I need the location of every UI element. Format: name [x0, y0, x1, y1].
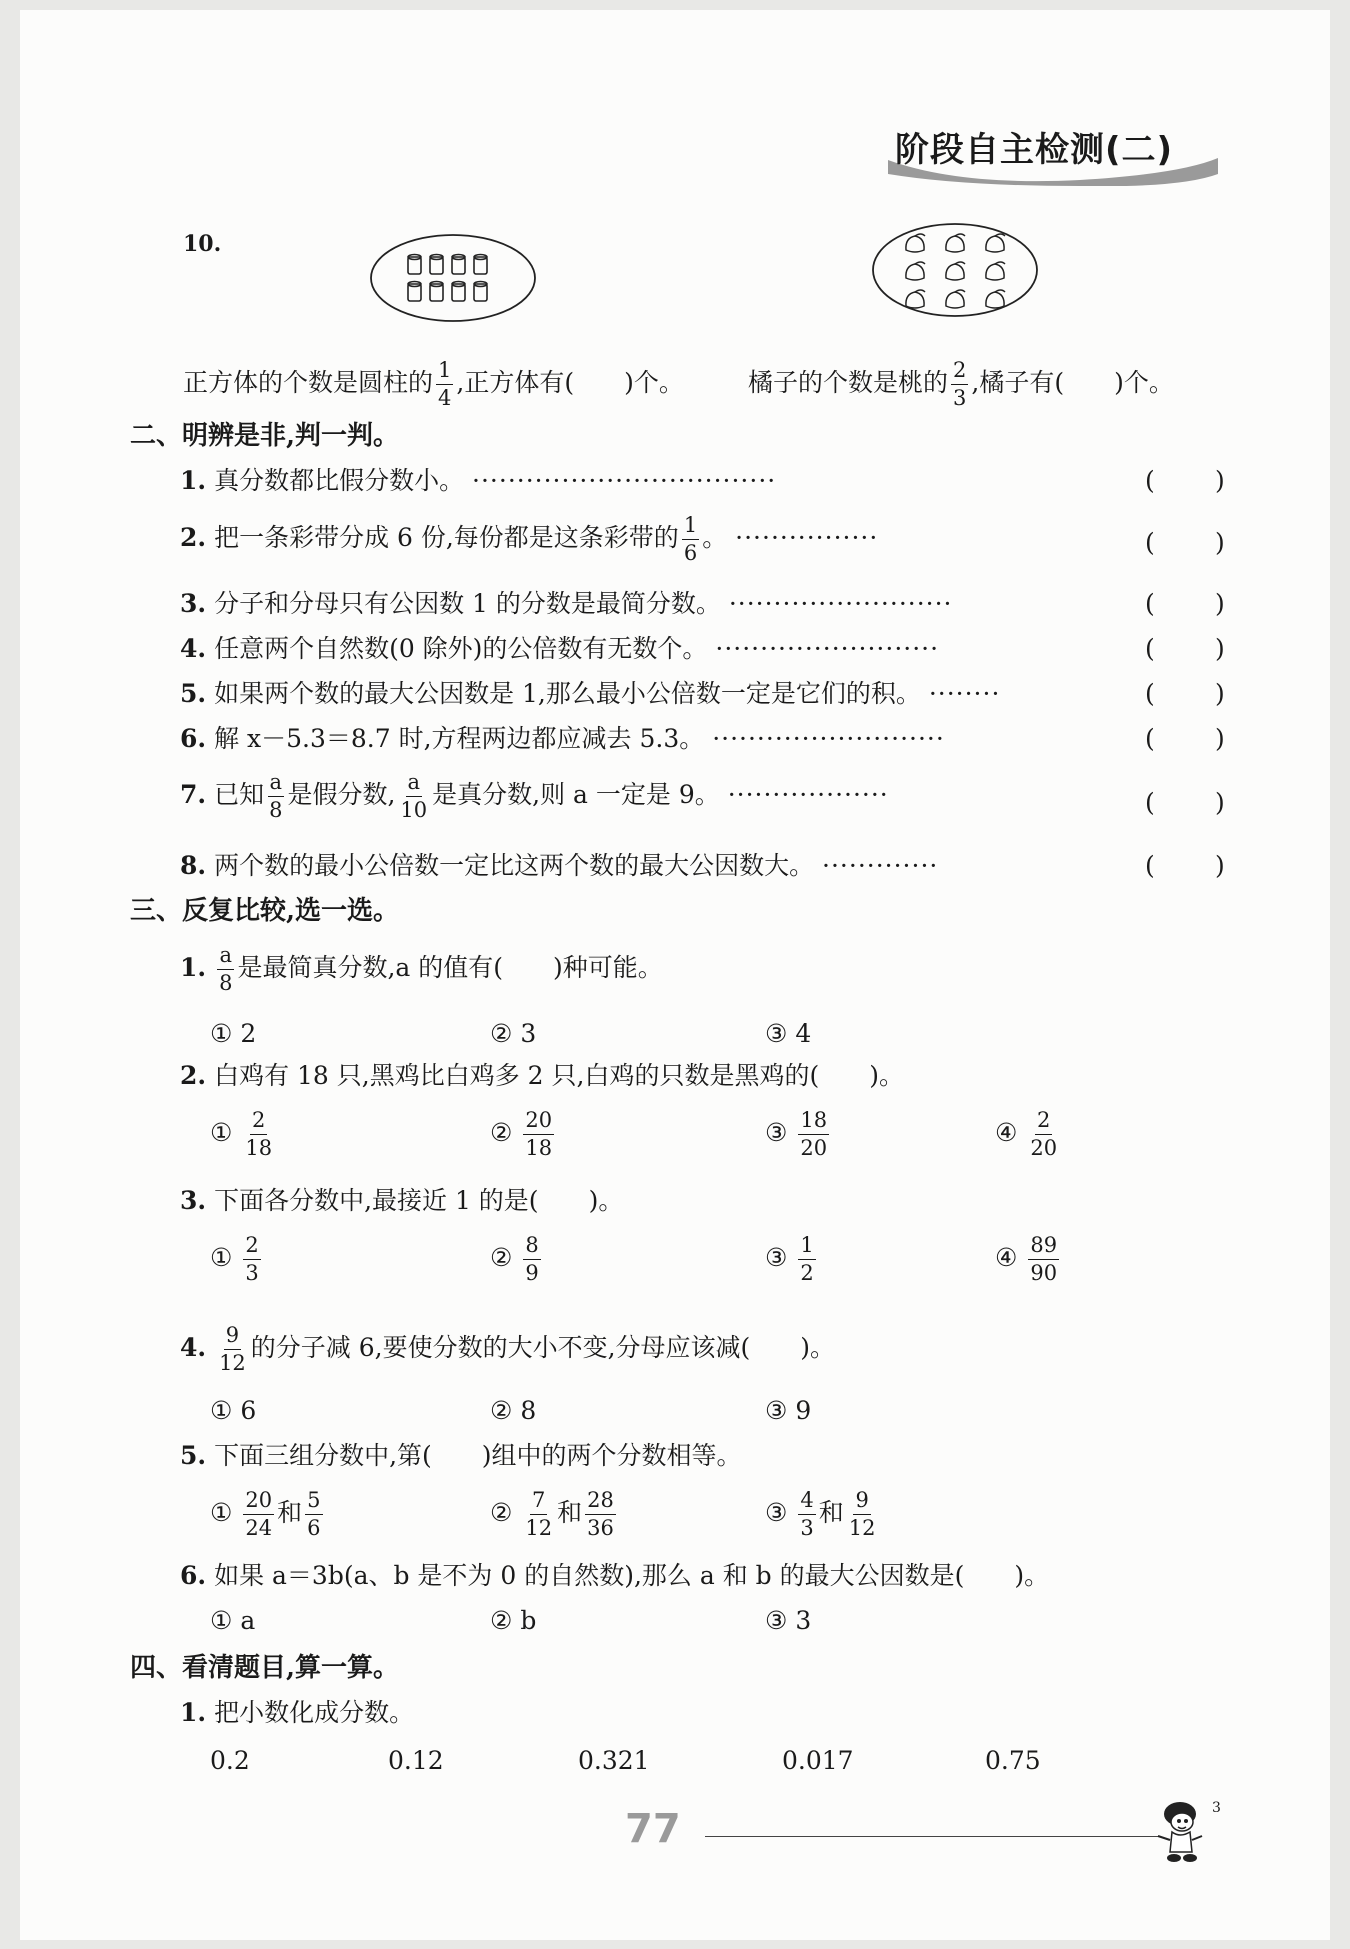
fraction: $\frac{89}{90}$ — [1030, 1233, 1058, 1285]
q10-left-statement: 正方体的个数是圆柱的 $\frac{1}{4}$ ,正方体有( )个。 — [183, 358, 684, 410]
answer-paren[interactable]: ( ) — [1145, 589, 1225, 618]
fraction: $\frac{28}{36}$ — [587, 1488, 614, 1540]
calc-question-1: 1. 把小数化成分数。 — [180, 1698, 415, 1727]
option[interactable]: ① a — [210, 1606, 256, 1635]
option[interactable]: ③ $\frac{18}{20}$ — [765, 1108, 828, 1160]
fraction: $\frac{2}{3}$ — [245, 1233, 259, 1285]
fraction: $\frac{1}{2}$ — [800, 1233, 814, 1285]
fraction: $\frac{1}{6}$ — [683, 513, 698, 565]
option[interactable]: ① $\frac{2}{3}$ — [210, 1233, 259, 1285]
fraction: $\frac{8}{9}$ — [525, 1233, 539, 1285]
judge-item-4: 4. 任意两个自然数(0 除外)的公倍数有无数个。 ························· — [180, 634, 940, 663]
fraction: $\frac{2}{20}$ — [1030, 1108, 1058, 1160]
peaches-ellipse-image — [870, 220, 1040, 320]
decimal-value: 0.321 — [578, 1746, 650, 1775]
decimal-value: 0.12 — [388, 1746, 444, 1775]
banner-title: 阶段自主检测(二) — [895, 130, 1174, 170]
q10-right-statement: 橘子的个数是桃的 $\frac{2}{3}$ ,橘子有( )个。 — [748, 358, 1174, 410]
fraction: $\frac{20}{18}$ — [525, 1108, 553, 1160]
judge-item-2: 2. 把一条彩带分成 6 份,每份都是这条彩带的 $\frac{1}{6}$ 。 ················ — [180, 513, 879, 565]
judge-item-6: 6. 解 x－5.3＝8.7 时,方程两边都应减去 5.3。 ·························· — [180, 724, 945, 753]
judge-item-3: 3. 分子和分母只有公因数 1 的分数是最简分数。 ························· — [180, 589, 953, 618]
option[interactable]: ② $\frac{8}{9}$ — [490, 1233, 539, 1285]
answer-paren[interactable]: ( ) — [1145, 528, 1225, 557]
option[interactable]: ② b — [490, 1606, 537, 1635]
option[interactable]: ① $\frac{20}{24}$ 和 $\frac{5}{6}$ — [210, 1488, 321, 1540]
mascot-superscript: 3 — [1212, 1800, 1221, 1816]
fraction: $\frac{a}{10}$ — [400, 770, 428, 822]
fraction: $\frac{2}{3}$ — [953, 358, 967, 410]
option[interactable]: ③ $\frac{1}{2}$ — [765, 1233, 814, 1285]
choice-question-6: 6. 如果 a＝3b(a、b 是不为 0 的自然数),那么 a 和 b 的最大公因数是( )。 — [180, 1561, 1050, 1590]
fraction: $\frac{a}{8}$ — [219, 943, 233, 995]
fraction: $\frac{7}{12}$ — [525, 1488, 553, 1540]
answer-paren[interactable]: ( ) — [1145, 788, 1225, 817]
judge-item-5: 5. 如果两个数的最大公因数是 1,那么最小公倍数一定是它们的积。 ········ — [180, 679, 1001, 708]
section-4-title: 四、看清题目,算一算。 — [130, 1653, 400, 1683]
judge-item-1: 1. 真分数都比假分数小。 ·································· — [180, 466, 777, 495]
fraction: $\frac{a}{8}$ — [269, 770, 283, 822]
judge-item-8: 8. 两个数的最小公倍数一定比这两个数的最大公因数大。 ············· — [180, 851, 939, 880]
choice-question-1: 1. $\frac{a}{8}$ 是最简真分数,a 的值有( )种可能。 — [180, 943, 663, 995]
option[interactable]: ④ $\frac{89}{90}$ — [995, 1233, 1058, 1285]
fraction: $\frac{5}{6}$ — [307, 1488, 321, 1540]
choice-question-5: 5. 下面三组分数中,第( )组中的两个分数相等。 — [180, 1441, 742, 1470]
page-number: 77 — [625, 1806, 681, 1852]
choice-question-4: 4. $\frac{9}{12}$ 的分子减 6,要使分数的大小不变,分母应该减( )。 — [180, 1323, 836, 1375]
choice-question-2: 2. 白鸡有 18 只,黑鸡比白鸡多 2 只,白鸡的只数是黑鸡的( )。 — [180, 1061, 904, 1090]
section-3-title: 三、反复比较,选一选。 — [130, 896, 400, 926]
answer-paren[interactable]: ( ) — [1145, 679, 1225, 708]
judge-item-7: 7. 已知 $\frac{a}{8}$ 是假分数, $\frac{a}{10}$ 是真分数,则 a 一定是 9。 ·················· — [180, 770, 889, 822]
decimal-value: 0.017 — [782, 1746, 854, 1775]
answer-paren[interactable]: ( ) — [1145, 851, 1225, 880]
fraction: $\frac{20}{24}$ — [245, 1488, 273, 1540]
decimal-value: 0.2 — [210, 1746, 250, 1775]
option[interactable]: ④ $\frac{2}{20}$ — [995, 1108, 1058, 1160]
section-2-title: 二、明辨是非,判一判。 — [130, 421, 400, 451]
option[interactable]: ① 2 — [210, 1019, 257, 1048]
answer-paren[interactable]: ( ) — [1145, 466, 1225, 495]
option[interactable]: ② 3 — [490, 1019, 537, 1048]
option[interactable]: ③ 9 — [765, 1396, 812, 1425]
option[interactable]: ① 6 — [210, 1396, 257, 1425]
choice-question-3: 3. 下面各分数中,最接近 1 的是( )。 — [180, 1186, 624, 1215]
option[interactable]: ② $\frac{20}{18}$ — [490, 1108, 553, 1160]
answer-paren[interactable]: ( ) — [1145, 724, 1225, 753]
footer-rule — [705, 1836, 1160, 1837]
cylinders-ellipse-image — [368, 232, 538, 324]
option[interactable]: ③ $\frac{4}{3}$ 和 $\frac{9}{12}$ — [765, 1488, 876, 1540]
fraction: $\frac{9}{12}$ — [219, 1323, 246, 1375]
fraction: $\frac{4}{3}$ — [800, 1488, 814, 1540]
fraction: $\frac{2}{18}$ — [245, 1108, 273, 1160]
option[interactable]: ③ 3 — [765, 1606, 812, 1635]
option[interactable]: ② 8 — [490, 1396, 537, 1425]
decimal-value: 0.75 — [985, 1746, 1041, 1775]
q10-number: 10. — [183, 231, 222, 257]
fraction: $\frac{9}{12}$ — [848, 1488, 876, 1540]
option[interactable]: ① $\frac{2}{18}$ — [210, 1108, 273, 1160]
fraction: $\frac{18}{20}$ — [800, 1108, 828, 1160]
option[interactable]: ③ 4 — [765, 1019, 812, 1048]
option[interactable]: ② $\frac{7}{12}$ 和 $\frac{28}{36}$ — [490, 1488, 614, 1540]
answer-paren[interactable]: ( ) — [1145, 634, 1225, 663]
mascot-icon — [1150, 1792, 1220, 1872]
worksheet-page — [20, 10, 1330, 1940]
fraction: $\frac{1}{4}$ — [438, 358, 452, 410]
